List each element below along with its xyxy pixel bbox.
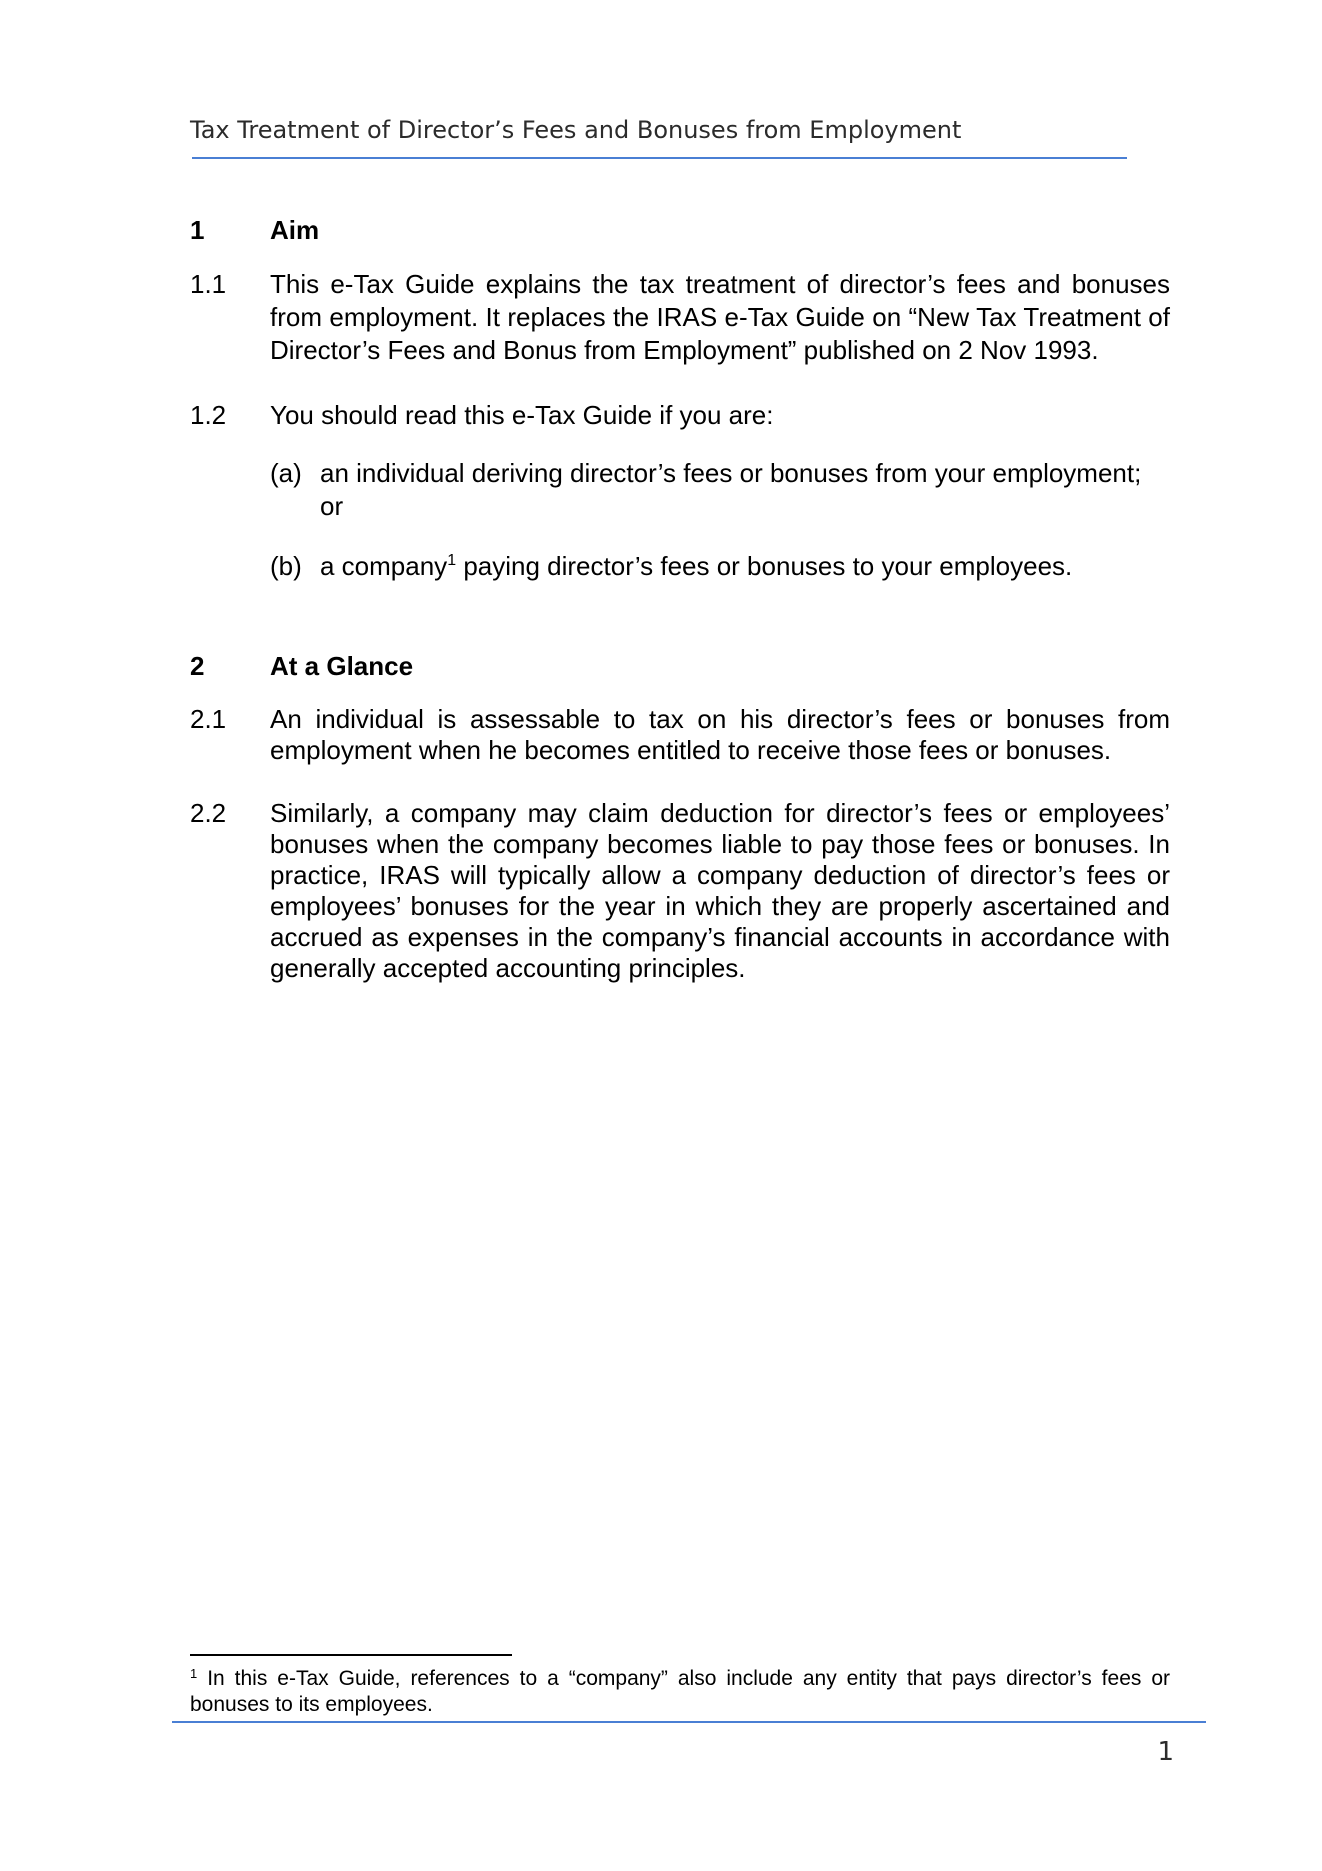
paragraph-1-1 (190, 268, 1170, 367)
section-title: Aim (270, 215, 320, 245)
paragraph-2-1 (190, 704, 1170, 766)
footnote (190, 1666, 1170, 1718)
list-item-text-end: paying director’s fees or bonuses to your employees. (456, 551, 1073, 581)
paragraph-text: This e-Tax Guide explains the tax treatment of director’s fees and bonuses from employment. It replaces the IRAS e-Tax Guide on “New Tax Treatment of Director’s Fees and Bonus from Employment” published on 2 Nov 1993. (270, 269, 1170, 365)
document-body (190, 212, 1170, 1016)
list-item-text: an individual deriving director’s fees or bonuses from your employment; or (320, 458, 1142, 521)
header-rule (192, 157, 1127, 159)
list-item-label: (b) (270, 551, 302, 581)
section-number: 1 (190, 215, 205, 245)
list-item-label: (a) (270, 458, 302, 488)
footer-rule (172, 1721, 1206, 1723)
paragraph-text: You should read this e-Tax Guide if you are: (270, 400, 774, 430)
section-title: At a Glance (270, 651, 414, 681)
paragraph-2-2 (190, 798, 1170, 984)
footnote-text: In this e-Tax Guide, references to a “company” also include any entity that pays director’s fees or bonuses to its employees. (190, 1667, 1170, 1716)
paragraph-text: An individual is assessable to tax on his director’s fees or bonuses from employment when he becomes entitled to receive those fees or bonuses. (270, 704, 1170, 765)
section-1-heading (190, 212, 1170, 248)
list-item-text-start: a company (320, 551, 448, 581)
paragraph-number: 2.2 (190, 798, 227, 828)
list-item-b (270, 550, 1170, 583)
footnote-separator (190, 1654, 512, 1656)
list-item-a (270, 457, 1170, 523)
paragraph-number: 2.1 (190, 704, 227, 734)
paragraph-1-2 (190, 399, 1170, 432)
page-number: 1 (1157, 1737, 1174, 1767)
section-2-heading (190, 648, 1170, 684)
list-item-text (320, 550, 1170, 583)
section-spacer (190, 610, 1170, 648)
running-header: Tax Treatment of Director’s Fees and Bonuses from Employment (190, 116, 962, 144)
footnote-marker: 1 (190, 1666, 198, 1681)
paragraph-text: Similarly, a company may claim deduction for director’s fees or employees’ bonuses when the company becomes liable to pay those fees or bonuses. In practice, IRAS will typically allow a company deduction of director’s fees or employees’ bonuses for the year in which they are properly ascertained and accrued as expenses in the company’s financial accounts in accordance with generally accepted accounting principles. (270, 798, 1170, 983)
section-number: 2 (190, 651, 205, 681)
paragraph-number: 1.2 (190, 400, 227, 430)
footnote-reference[interactable]: 1 (447, 552, 457, 569)
paragraph-number: 1.1 (190, 269, 227, 299)
